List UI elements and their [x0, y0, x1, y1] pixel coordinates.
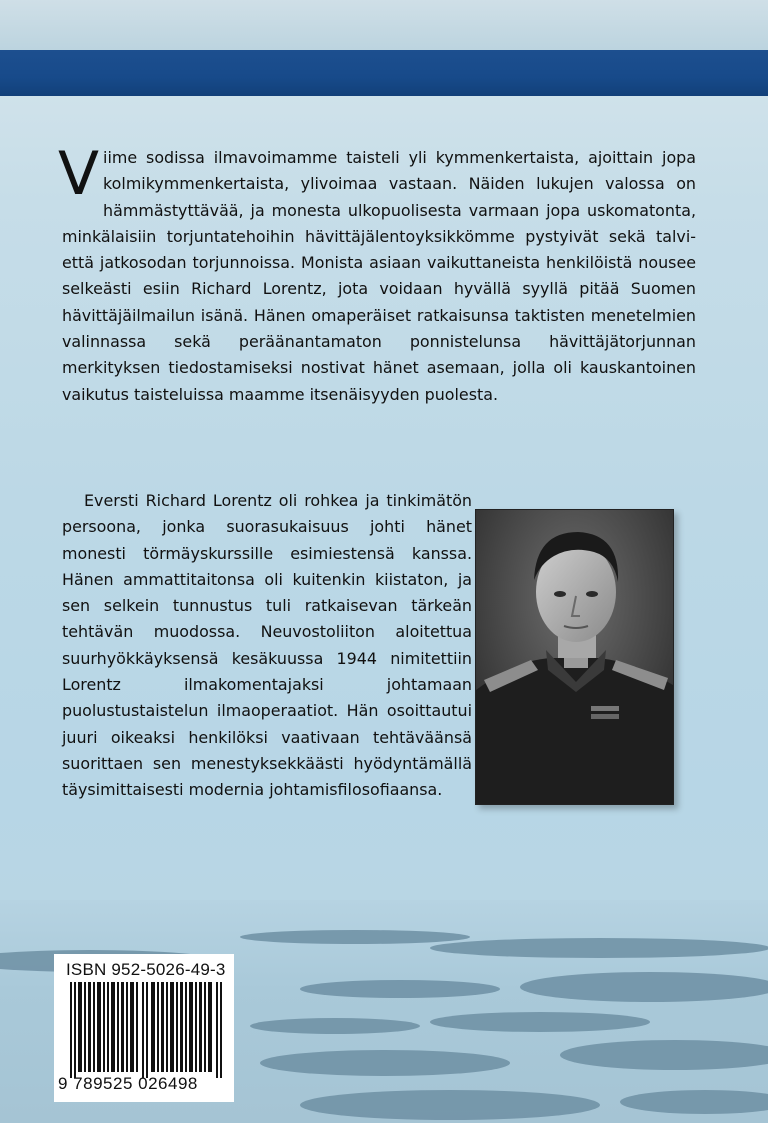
intro-text: iime sodissa ilmavoimamme taisteli yli kymmenkertaista, ajoittain jopa kolmikymmenkertaista, ylivoimaa vastaan. Näiden lukujen valossa on hämmästyttävää, ja monesta ulkopuolisesta varmaan jopa uskomatonta, minkälaisiin torjuntatehoihin hävittäjälentoyksikkömme pystyivät sekä talvi- että jatkosodan torjunnoissa. Monista asiaan vaikuttaneista henkilöistä nousee selkeästi esiin Richard Lorentz, jota voidaan hyvällä syyllä pitää Suomen hävittäjäilmailun isänä. Hänen omaperäiset ratkaisunsa taktisten menetelmien valinnassa sekä peräänantamaton ponnistelunsa hävittäjätorjunnan merkityksen tiedostamiseksi nostivat hänet asemaan, jolla oli kauskantoinen vaikutus taisteluissa maamme itsenäisyyden puolesta. [62, 148, 696, 404]
isbn-number: ISBN 952-5026-49-3 [66, 960, 226, 979]
top-band [0, 0, 768, 50]
intro-paragraph [58, 139, 696, 408]
drop-cap: V [58, 139, 100, 209]
barcode-bars [66, 982, 226, 1078]
portrait-photo [475, 509, 674, 805]
second-text: Eversti Richard Lorentz oli rohkea ja tinkimätön persoona, jonka suorasukaisuus johti hänet monesti törmäyskurssille esimiestensä kanssa. Hänen ammattitaitonsa oli kuitenkin kiistaton, ja sen selkein tunnustus tuli ratkaisevan tärkeän tehtävän muodossa. Neuvostoliiton aloitettua suurhyökkäyksensä kesäkuussa 1944 nimitettiin Lorentz ilmakomentajaksi johtamaan puolustustaistelun ilmaoperaatiot. Hän osoittautui juuri oikeaksi henkilöksi vaativaan tehtäväänsä suorittaen sen menestyksekkäästi hyödyntämällä täysimittaisesti modernia johtamisfilosofiaansa. [62, 491, 472, 800]
blue-stripe [0, 50, 768, 96]
second-paragraph [62, 488, 472, 804]
ean-digits: 9 789525 026498 [58, 1074, 198, 1093]
isbn-barcode [54, 954, 234, 1102]
portrait-illustration [476, 510, 673, 804]
